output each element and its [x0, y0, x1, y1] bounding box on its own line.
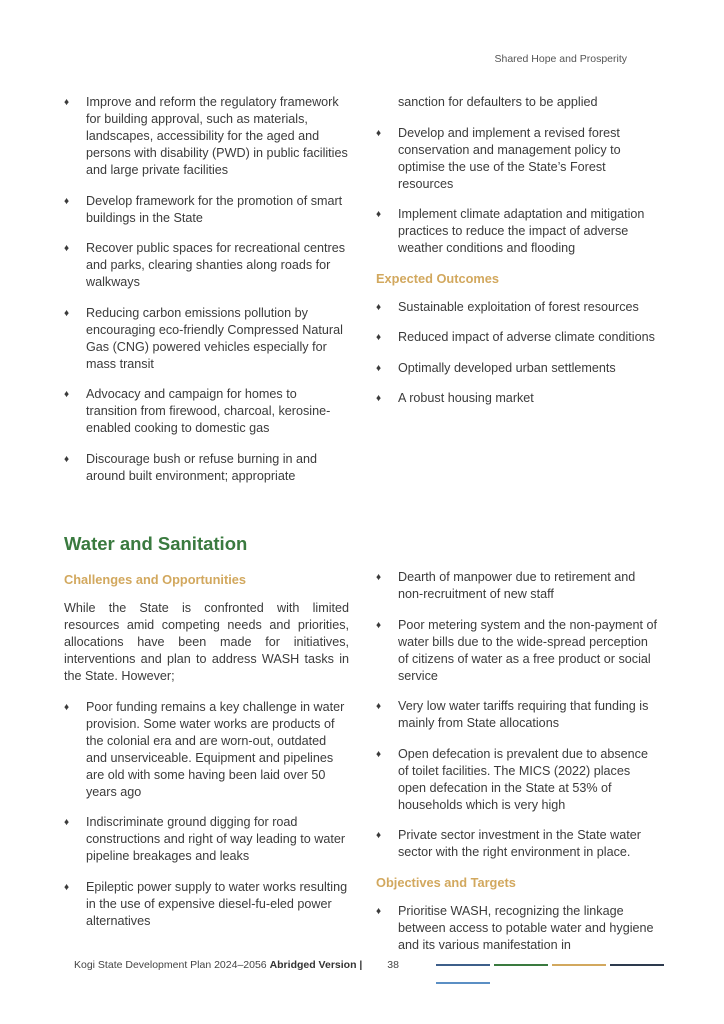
diamond-bullet-icon: ♦	[64, 701, 70, 713]
bottom-right-column	[376, 569, 661, 967]
diamond-bullet-icon: ♦	[64, 97, 70, 108]
challenge-item	[376, 569, 661, 603]
bullet-text: Poor metering system and the non-payment of water bills due to the wide-spread perception of citizens of water as a free product or social service	[398, 617, 658, 683]
bullet-text: Sustainable exploitation of forest resources	[398, 299, 639, 314]
challenges-continued-list	[376, 569, 661, 861]
bullet-text: Advocacy and campaign for homes to transition from firewood, charcoal, kerosine-enabled cooking to domestic gas	[86, 387, 331, 435]
top-right-column	[376, 94, 661, 421]
footer-bar	[494, 964, 548, 966]
diamond-bullet-icon: ♦	[376, 127, 382, 139]
diamond-bullet-icon: ♦	[376, 619, 382, 631]
footer-bar	[436, 964, 490, 966]
challenge-item	[64, 699, 349, 801]
diamond-bullet-icon: ♦	[64, 881, 70, 893]
diamond-bullet-icon: ♦	[376, 905, 382, 917]
objectives-bullet-list	[376, 903, 661, 954]
diamond-bullet-icon: ♦	[376, 393, 382, 404]
diamond-bullet-icon: ♦	[64, 195, 70, 207]
challenge-item	[64, 879, 349, 930]
challenges-heading: Challenges and Opportunities	[64, 572, 247, 587]
challenge-item	[64, 814, 349, 865]
diamond-bullet-icon: ♦	[376, 830, 382, 841]
diamond-bullet-icon: ♦	[64, 307, 70, 319]
bullet-text: Open defecation is prevalent due to absence of toilet facilities. The MICS (2022) places open defecation in the State at 53% of households which is very high	[398, 746, 648, 812]
bullet-text: Recover public spaces for recreational centres and parks, clearing shanties along roads for walkways	[86, 241, 345, 289]
objectives-heading: Objectives and Targets	[376, 874, 516, 890]
diamond-bullet-icon: ♦	[64, 453, 70, 465]
list-item	[64, 451, 349, 485]
bullet-text: Indiscriminate ground digging for road constructions and right of way leading to water pipeline breakages and leaks	[86, 815, 346, 863]
list-item	[64, 386, 349, 437]
bullet-text: Improve and reform the regulatory framework for building approval, such as materials, landscapes, accessibility for the aged and persons with disability (PWD) in public facilities and large private facilities	[86, 95, 348, 177]
diamond-bullet-icon: ♦	[376, 209, 382, 220]
diamond-bullet-icon: ♦	[64, 817, 70, 828]
bullet-text: Reducing carbon emissions pollution by encouraging eco-friendly Compressed Natural Gas (CNG) powered vehicles especially for mass transit	[86, 305, 343, 371]
bullet-text: Discourage bush or refuse burning in and around built environment; appropriate	[86, 451, 318, 483]
expected-outcomes-list	[376, 299, 661, 408]
top-left-column	[64, 94, 349, 498]
list-item	[64, 305, 349, 373]
diamond-bullet-icon: ♦	[376, 701, 382, 712]
footer-doc-title: Kogi State Development Plan 2024–2056	[74, 959, 267, 971]
bullet-text: Dearth of manpower due to retirement and non-recruitment of new staff	[398, 570, 636, 601]
list-item	[376, 206, 661, 257]
outcome-item	[376, 390, 661, 407]
bottom-left-column	[64, 569, 349, 943]
list-item	[64, 240, 349, 291]
challenge-item	[376, 746, 661, 814]
bullet-text: Private sector investment in the State water sector with the right environment in place.	[398, 828, 641, 859]
challenge-item	[376, 617, 661, 685]
bullet-text: Implement climate adaptation and mitigation practices to reduce the impact of adverse weather conditions and flooding	[398, 207, 645, 255]
list-item	[64, 193, 349, 227]
bullet-text: Poor funding remains a key challenge in water provision. Some water works are products of the colonial era and are worn-out, outdated and unserviceable. Equipment and pipelines are old with some having been laid over 50 years ago	[86, 699, 345, 799]
footer-color-bars	[436, 964, 724, 1000]
challenge-item	[376, 698, 661, 732]
challenge-item	[376, 827, 661, 861]
diamond-bullet-icon: ♦	[376, 301, 382, 313]
list-item	[64, 94, 349, 179]
diamond-bullet-icon: ♦	[376, 332, 382, 343]
continued-bullet-text: sanction for defaulters to be applied	[398, 95, 598, 109]
top-right-bullet-list	[376, 125, 661, 258]
bullet-text: Optimally developed urban settlements	[398, 360, 616, 375]
bullet-text: Prioritise WASH, recognizing the linkage between access to potable water and hygiene and its various manifestation in	[398, 903, 654, 952]
bullet-text: Very low water tariffs requiring that funding is mainly from State allocations	[398, 699, 649, 730]
bullet-text: Develop and implement a revised forest conservation and management policy to optimise the use of the State’s Forest resources	[398, 125, 621, 191]
page-footer	[74, 959, 399, 971]
bullet-text: A robust housing market	[398, 391, 534, 405]
challenges-bullet-list	[64, 699, 349, 930]
list-item	[376, 125, 661, 193]
outcome-item	[376, 329, 661, 346]
intro-paragraph: While the State is confronted with limited resources amid competing needs and priorities, allocations have been made for initiatives, interventions and plan to address WASH tasks in the State. However;	[64, 601, 349, 683]
footer-bar	[610, 964, 664, 966]
outcome-item	[376, 360, 661, 377]
diamond-bullet-icon: ♦	[376, 748, 382, 760]
bullet-text: Reduced impact of adverse climate conditions	[398, 330, 655, 344]
footer-bar	[552, 964, 606, 966]
expected-outcomes-heading: Expected Outcomes	[376, 270, 500, 286]
footer-version: Abridged Version |	[269, 959, 363, 971]
diamond-bullet-icon: ♦	[64, 243, 70, 254]
objective-item	[376, 903, 661, 954]
diamond-bullet-icon: ♦	[64, 389, 70, 400]
running-header: Shared Hope and Prosperity	[494, 53, 627, 65]
diamond-bullet-icon: ♦	[376, 362, 382, 374]
top-left-bullet-list	[64, 94, 349, 485]
outcome-item	[376, 299, 661, 316]
page-number: 38	[387, 959, 399, 971]
bullet-text: Epileptic power supply to water works resulting in the use of expensive diesel-fu-eled power alternatives	[86, 879, 348, 928]
bullet-text: Develop framework for the promotion of smart buildings in the State	[86, 193, 343, 225]
footer-bar	[436, 982, 490, 984]
diamond-bullet-icon: ♦	[376, 572, 382, 583]
section-title-water-sanitation: Water and Sanitation	[64, 533, 248, 554]
